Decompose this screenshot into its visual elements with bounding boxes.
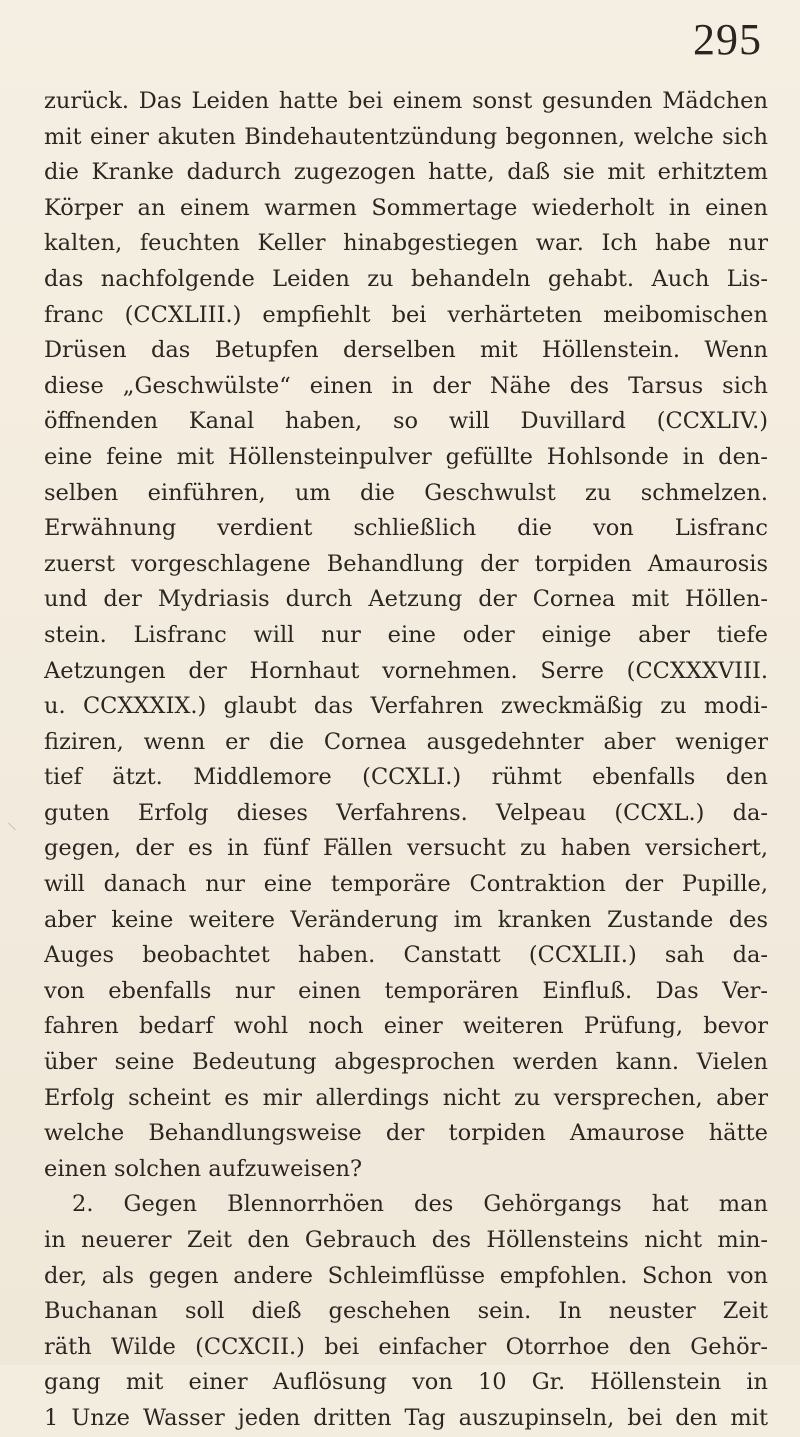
text-line: zurück. Das Leiden hatte bei einem sonst gesunden Mädchen [44, 88, 768, 114]
text-line: gang mit einer Auflösung von 10 Gr. Höllenstein in [44, 1369, 768, 1396]
text-line: der, als gegen andere Schleimflüsse empfohlen. Schon von [44, 1262, 768, 1289]
text-line: Körper an einem warmen Sommertage wiederholt in einen [44, 194, 768, 221]
text-line: 1 Unze Wasser jeden dritten Tag auszupinseln, bei den mit [44, 1404, 768, 1431]
text-line: guten Erfolg dieses Verfahrens. Velpeau (CCXL.) da- [44, 799, 768, 826]
text-line: das nachfolgende Leiden zu behandeln gehabt. Auch Lis- [44, 265, 768, 292]
text-line: kalten, feuchten Keller hinabgestiegen war. Ich habe nur [44, 230, 768, 257]
text-line: gegen, der es in fünf Fällen versucht zu haben versichert, [44, 835, 768, 862]
text-line: öffnenden Kanal haben, so will Duvillard (CCXLIV.) [44, 408, 768, 435]
text-line: welche Behandlungsweise der torpiden Amaurose hätte [44, 1120, 768, 1147]
text-line: einen solchen aufzuweisen? [44, 1155, 363, 1182]
text-line: u. CCXXXIX.) glaubt das Verfahren zweckmäßig zu modi- [44, 693, 768, 720]
text-line: tief ätzt. Middlemore (CCXLI.) rühmt ebenfalls den [44, 764, 768, 791]
text-line: Erwähnung verdient schließlich die von Lisfranc [44, 515, 768, 542]
text-line: 2. Gegen Blennorrhöen des Gehörgangs hat man [72, 1191, 768, 1218]
text-line: fiziren, wenn er die Cornea ausgedehnter aber weniger [44, 728, 768, 755]
body-text [44, 84, 768, 1437]
text-line: räth Wilde (CCXCII.) bei einfacher Otorrhoe den Gehör- [44, 1333, 768, 1360]
text-line: über seine Bedeutung abgesprochen werden kann. Vielen [44, 1049, 768, 1076]
text-line: franc (CCXLIII.) empfiehlt bei verhärteten meibomischen [44, 301, 768, 328]
text-line: Erfolg scheint es mir allerdings nicht zu versprechen, aber [44, 1084, 768, 1111]
text-line: von ebenfalls nur einen temporären Einfluß. Das Ver- [44, 977, 768, 1004]
text-line: Drüsen das Betupfen derselben mit Höllenstein. Wenn [44, 337, 768, 364]
text-line: stein. Lisfranc will nur eine oder einige aber tiefe [44, 621, 768, 648]
text-line: Aetzungen der Hornhaut vornehmen. Serre (CCXXXVIII. [44, 657, 768, 684]
text-line: aber keine weitere Veränderung im kranken Zustande des [44, 906, 768, 933]
page-number: 295 [693, 15, 762, 64]
text-line: diese „Geschwülste“ einen in der Nähe des Tarsus sich [44, 372, 768, 399]
text-line: zuerst vorgeschlagene Behandlung der torpiden Amaurosis [44, 550, 768, 577]
text-line: Buchanan soll dieß geschehen sein. In neuster Zeit [44, 1298, 768, 1325]
margin-pencil-mark [8, 816, 23, 831]
text-line: die Kranke dadurch zugezogen hatte, daß sie mit erhitztem [44, 159, 768, 186]
text-line: mit einer akuten Bindehautentzündung begonnen, welche sich [44, 123, 768, 150]
text-line: selben einführen, um die Geschwulst zu schmelzen. [44, 479, 768, 506]
text-line: und der Mydriasis durch Aetzung der Cornea mit Höllen- [44, 586, 768, 613]
text-line: fahren bedarf wohl noch einer weiteren Prüfung, bevor [44, 1013, 768, 1040]
text-line: in neuerer Zeit den Gebrauch des Höllensteins nicht min- [44, 1227, 768, 1253]
text-line: eine feine mit Höllensteinpulver gefüllte Hohlsonde in den- [44, 443, 768, 470]
text-line: Auges beobachtet haben. Canstatt (CCXLII.) sah da- [44, 942, 768, 969]
text-line: will danach nur eine temporäre Contraktion der Pupille, [44, 871, 768, 898]
